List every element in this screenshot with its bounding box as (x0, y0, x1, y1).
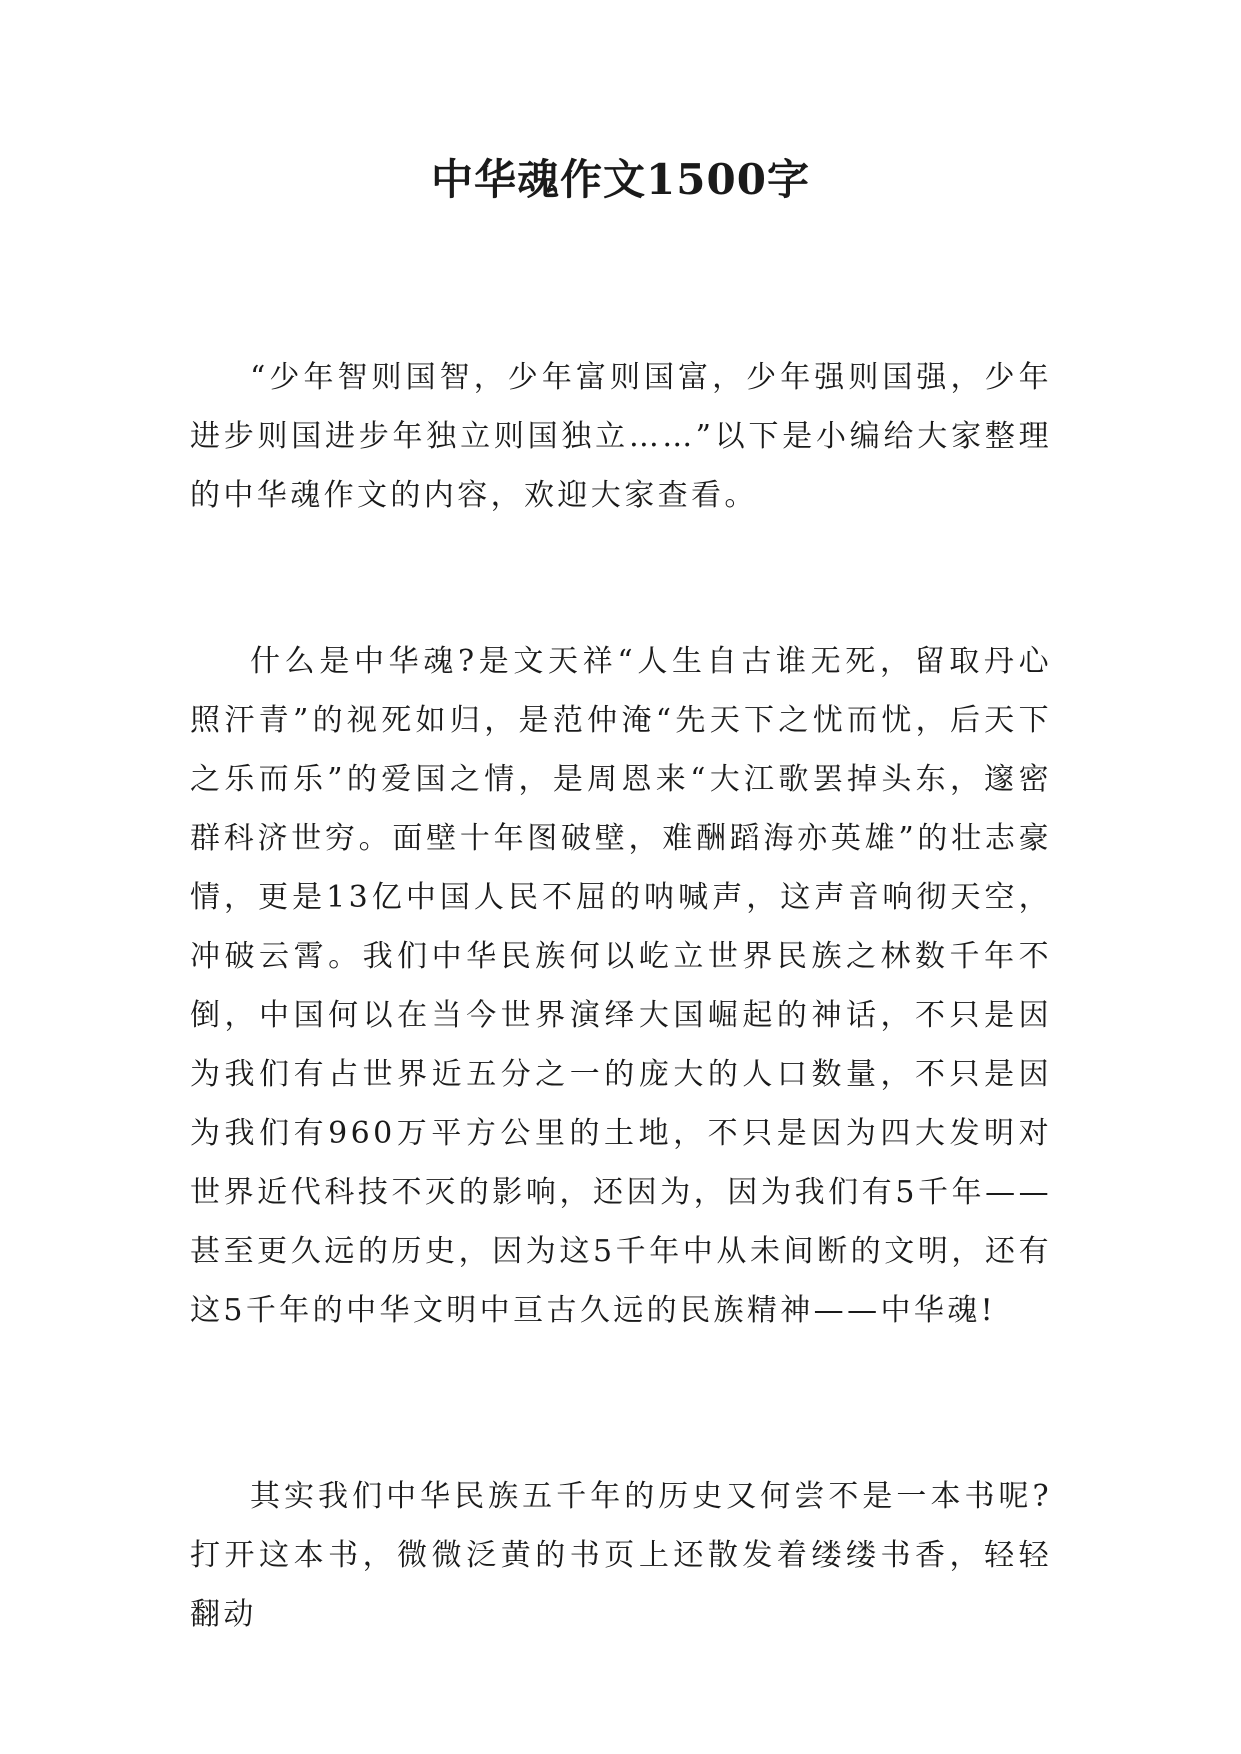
paragraph-continued: 其实我们中华民族五千年的历史又何尝不是一本书呢?打开这本书，微微泛黄的书页上还散发着缕缕书香，轻轻翻动 (190, 1479, 1052, 1632)
paragraph-intro: “少年智则国智，少年富则国富，少年强则国强，少年进步则国进步年独立则国独立……”以下是小编给大家整理的中华魂作文的内容，欢迎大家查看。 (190, 360, 1052, 513)
paragraph-body: 什么是中华魂?是文天祥“人生自古谁无死，留取丹心照汗青”的视死如归，是范仲淹“先天下之忧而忧，后天下之乐而乐”的爱国之情，是周恩来“大江歌罢掉头东，邃密群科济世穷。面壁十年图破壁，难酬蹈海亦英雄”的壮志豪情，更是13亿中国人民不屈的呐喊声，这声音响彻天空，冲破云霄。我们中华民族何以屹立世界民族之林数千年不倒，中国何以在当今世界演绎大国崛起的神话，不只是因为我们有占世界近五分之一的庞大的人口数量，不只是因为我们有960万平方公里的土地，不只是因为四大发明对世界近代科技不灭的影响，还因为，因为我们有5千年——甚至更久远的历史，因为这5千年中从未间断的文明，还有这5千年的中华文明中亘古久远的民族精神——中华魂! (190, 644, 1052, 1328)
document-title: 中华魂作文1500字 (431, 155, 810, 204)
